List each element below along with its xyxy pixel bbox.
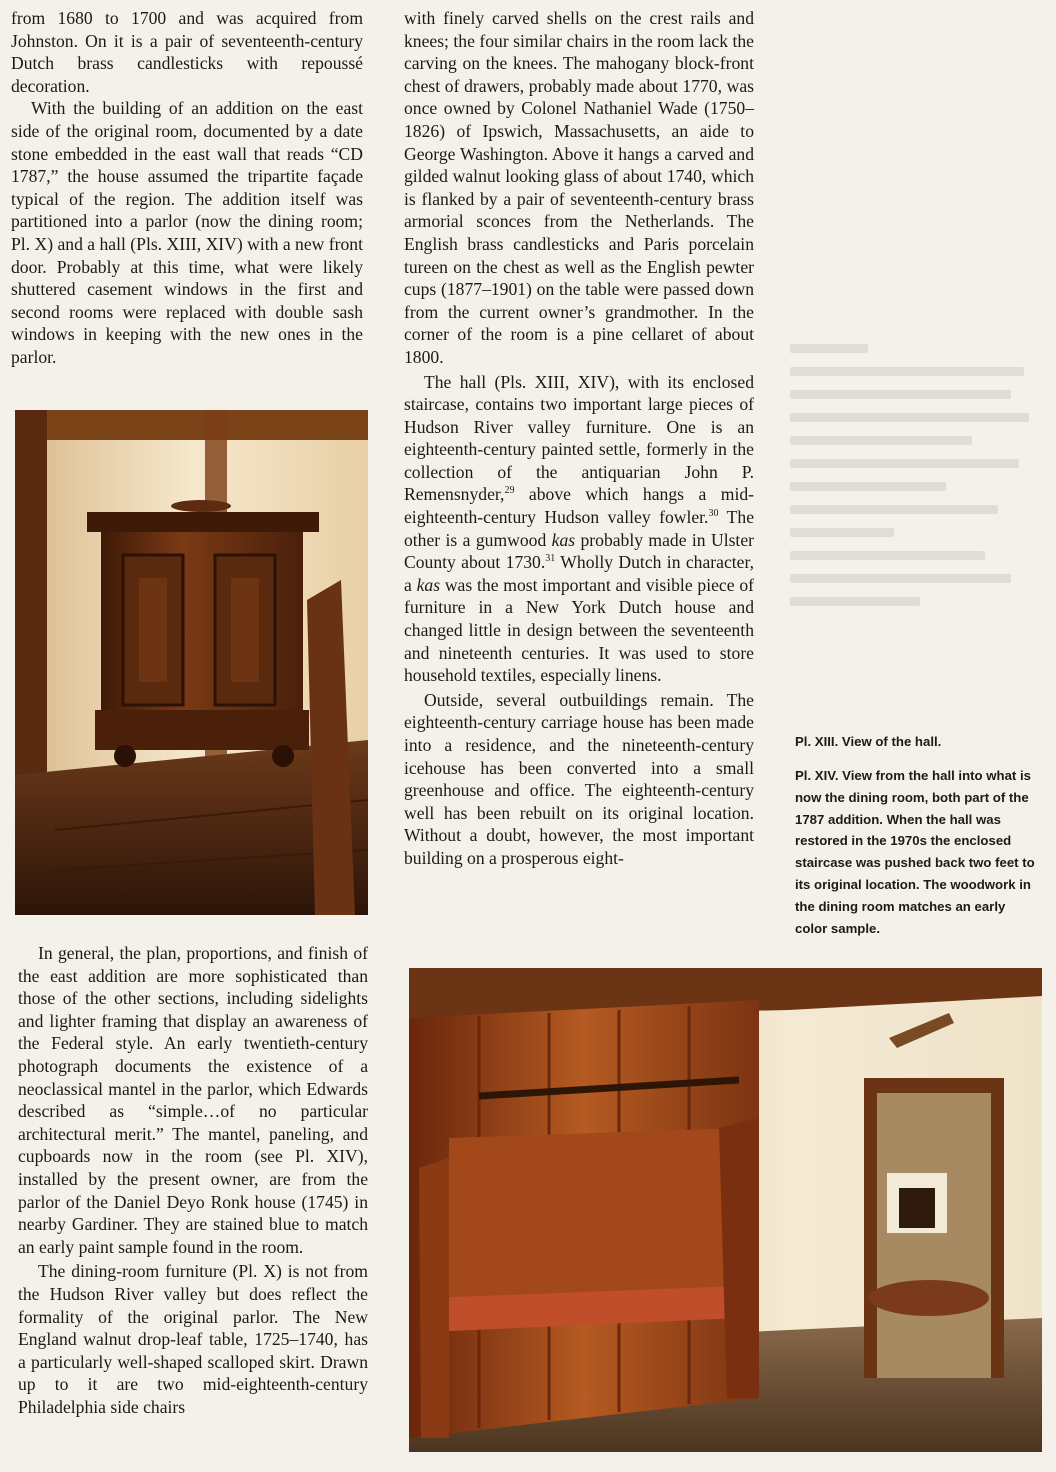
paragraph: In general, the plan, proportions, and finish of the east addition are more sophisticated than those of the other sections, including sidelights and lighter framing that display an awareness of the Federal style. An early twentieth-century photograph documents the existence of a neoclassical mantel in the parlor, which Edwards described as “simple…of no particular architectural merit.” The mantel, paneling, and cupboards now in the room (see Pl. XIV), installed by the present owner, are from the parlor of the Daniel Deyo Ronk house (1745) in nearby Gardiner. They are stained blue to match an early paint sample found in the room. xyxy=(18,943,368,1257)
kas-illustration xyxy=(15,410,368,915)
hall-illustration xyxy=(409,968,1042,1452)
text-column-left-top xyxy=(11,7,363,369)
photo-kas-cupboard xyxy=(15,410,368,915)
paragraph: from 1680 to 1700 and was acquired from Johnston. On it is a pair of seventeenth-century Dutch brass candlesticks with repoussé decoration. xyxy=(11,8,363,96)
paragraph: The dining-room furniture (Pl. X) is not from the Hudson River valley but does reflect the formality of the original parlor. The New England walnut drop-leaf table, 1725–1740, has a particularly well-shaped scalloped skirt. Drawn up to it are two mid-eighteenth-century Philadelphia side chairs xyxy=(18,1261,368,1417)
paragraph: With the building of an addition on the east side of the original room, documented by a date stone embedded in the east wall that reads “CD 1787,” the house assumed the tripartite façade typical of the region. The addition itself was partitioned into a parlor (now the dining room; Pl. X) and a hall (Pls. XIII, XIV) with a new front door. Probably at this time, what were likely shuttered casement windows in the first and second rooms were replaced with double sash windows in keeping with the new ones in the parlor. xyxy=(11,98,363,367)
paragraph-hall: The hall (Pls. XIII, XIV), with its enclosed staircase, contains two important large pieces of Hudson River valley furniture. One is an eighteenth-century painted settle, formerly in the collection of the antiquarian John P. Remensnyder,$^{29}$ above which hangs a mid-eighteenth-century Hudson valley fowler.$^{30}$ The other is a gumwood kas probably made in Ulster County about 1730.31 Wholly Dutch in character, a kas was the most important and visible piece of furniture in a New York Dutch house and changed little in design between the seventeenth and nineteenth centuries. It was used to store household textiles, especially linens. xyxy=(404,371,755,686)
caption-plate-xiii: Pl. XIII. View of the hall. xyxy=(795,734,942,749)
footnote-ref: 29 xyxy=(504,485,515,497)
footnote-ref: 31 xyxy=(545,553,556,565)
paragraph: with finely carved shells on the crest rails and knees; the four similar chairs in the room lack the carving on the knees. The mahogany block-front chest of drawers, probably made about 1770, was once owned by Colonel Nathaniel Wade (1750–1826) of Ipswich, Massachusetts, an aide to George Washington. Above it hangs a carved and gilded walnut looking glass of about 1740, which is flanked by a pair of seventeenth-century brass armorial sconces from the Netherlands. The English brass candlesticks and Paris porcelain tureen on the chest as well as the English pewter cups (1877–1901) on the table were passed down from the current owner’s grandmother. In the corner of the room is a pine cellaret of about 1800. xyxy=(404,8,754,367)
text-column-left-bottom xyxy=(18,942,368,1418)
photo-hall-settle xyxy=(409,968,1042,1452)
footnote-ref: 30 xyxy=(708,508,719,520)
show-through-shadow xyxy=(790,330,1050,720)
paragraph: Outside, several outbuildings remain. The eighteenth-century carriage house has been made into a residence, and the nineteenth-century icehouse has been converted into a small greenhouse and office. The eighteenth-century well has been rebuilt on its original location. Without a doubt, however, the most important building on a prosperous eight- xyxy=(404,689,754,868)
text-column-middle xyxy=(404,7,754,870)
caption-plate-xiv: Pl. XIV. View from the hall into what is now the dining room, both part of the 1787 addition. When the hall was restored in the 1970s the enclosed staircase was pushed back two feet to its original location. The woodwork in the dining room matches an early color sample. xyxy=(795,768,1035,936)
